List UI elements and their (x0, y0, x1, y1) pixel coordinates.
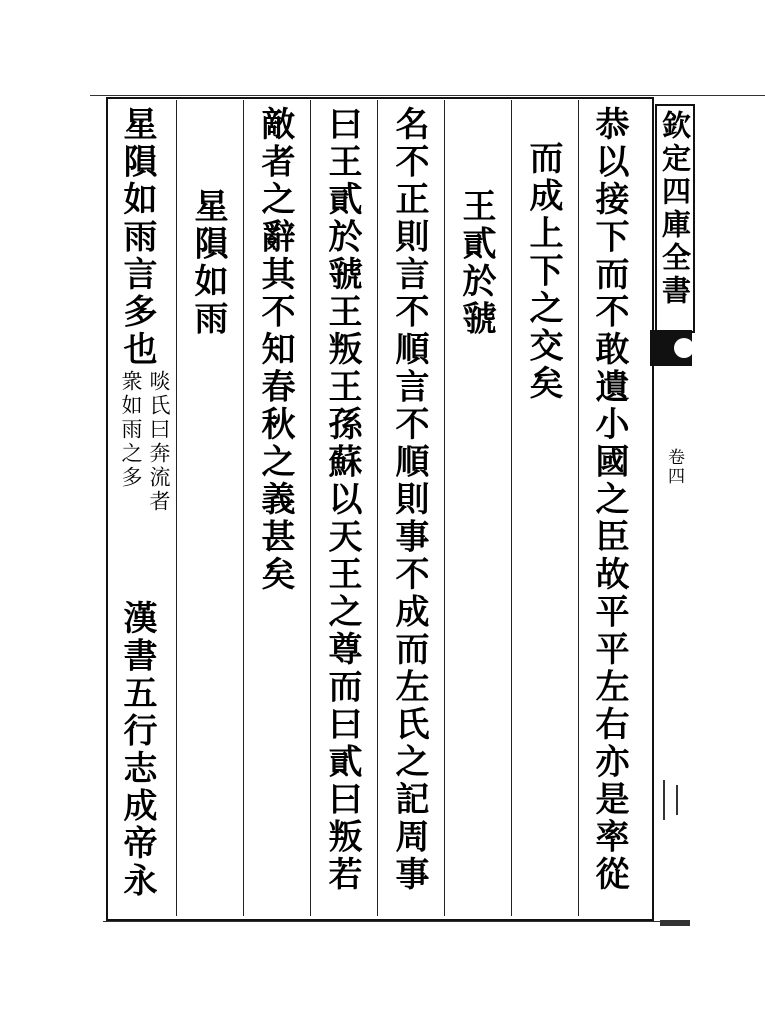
book-title: 欽定四庫全書 (658, 110, 692, 308)
text-column-8-main: 星隕如雨言多也 (117, 106, 157, 369)
annotation-left: 衆如雨之多 (119, 370, 143, 490)
scan-mark (660, 920, 690, 926)
column-rule (243, 100, 244, 916)
annotation-right: 啖氏曰奔流者 (147, 370, 171, 514)
bottom-border-rule (103, 921, 670, 922)
column-rule (444, 100, 445, 916)
text-column-1: 恭以接下而不敢遺小國之臣故平平左右亦是率從 (589, 106, 629, 894)
juan-label: 卷四 (664, 448, 684, 486)
text-column-8-continuation: 漢書五行志成帝永 (117, 600, 157, 900)
text-column-7: 星隕如雨 (188, 188, 228, 338)
fish-tail-mark (650, 330, 692, 366)
column-rule (511, 100, 512, 916)
book-title-box (655, 104, 695, 333)
scan-mark (676, 785, 678, 815)
column-rule (176, 100, 177, 916)
column-rule (377, 100, 378, 916)
text-column-2: 而成上下之交矣 (523, 140, 563, 403)
top-border-rule (90, 95, 765, 96)
text-column-5: 曰王貳於虢王叛王孫蘇以天王之尊而曰貳曰叛若 (322, 106, 362, 894)
text-column-3: 王貳於虢 (456, 188, 496, 338)
text-column-6: 敵者之辭其不知春秋之義甚矣 (255, 106, 295, 594)
text-column-4: 名不正則言不順言不順則事不成而左氏之記周事 (389, 106, 429, 894)
column-rule (310, 100, 311, 916)
scan-mark (663, 780, 665, 820)
column-rule (578, 100, 579, 916)
